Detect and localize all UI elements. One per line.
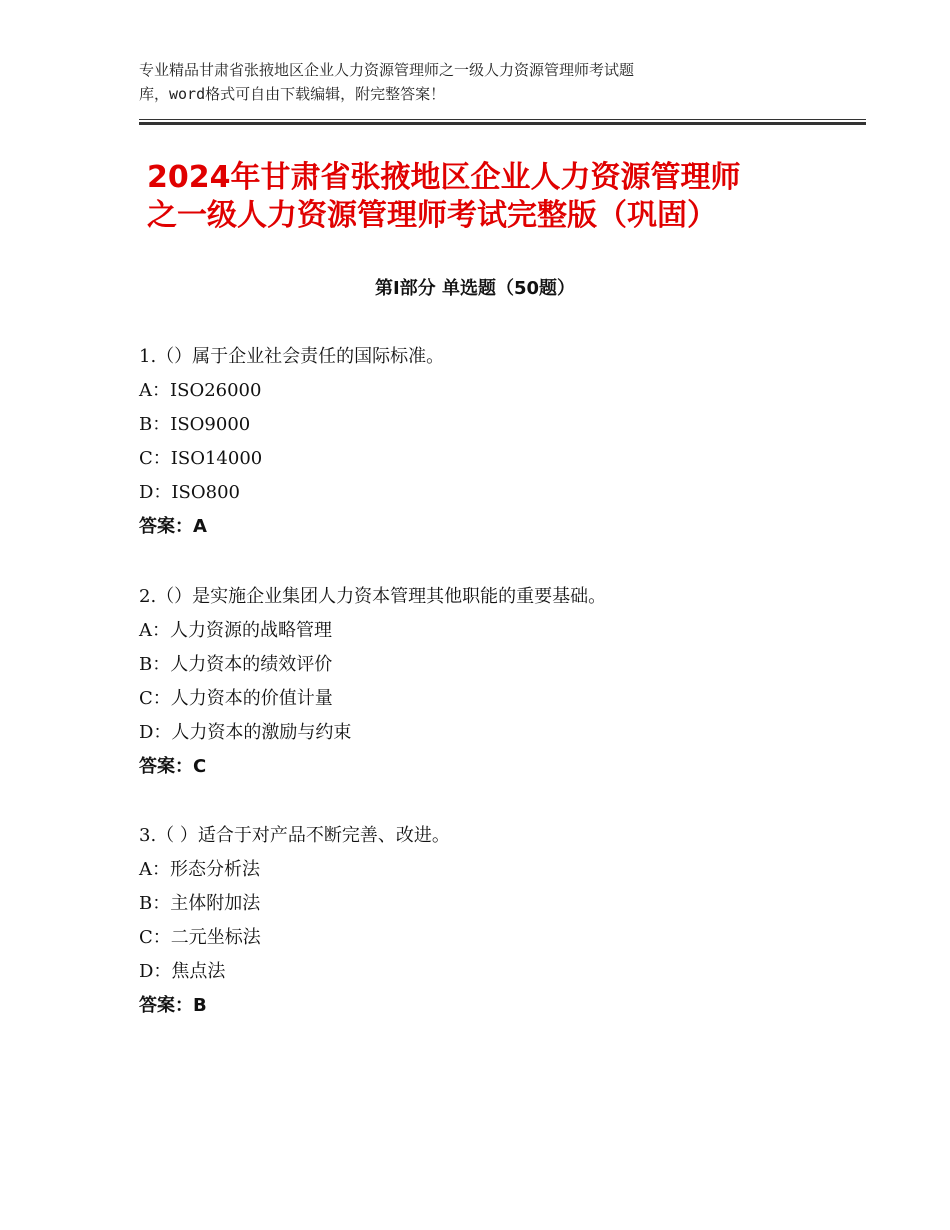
question-stem: 3.（ ）适合于对产品不断完善、改进。 [139,825,450,846]
header-note-line-2: 库，word格式可自由下载编辑，附完整答案！ [139,85,446,103]
header-divider-thin [139,119,866,120]
answer-label: 答案：A [139,516,207,537]
question-3 [139,819,839,1023]
section-heading: 第I部分 单选题（50题） [374,278,575,299]
document-title [147,159,847,235]
option-b: B：主体附加法 [139,893,261,914]
option-b: B：ISO9000 [139,414,251,435]
option-b: B：人力资本的绩效评价 [139,654,333,675]
question-stem: 2.（）是实施企业集团人力资本管理其他职能的重要基础。 [139,586,607,607]
question-2 [139,580,839,784]
option-d: D：ISO800 [139,482,240,503]
option-a: A：人力资源的战略管理 [139,620,332,641]
option-d: D：焦点法 [139,961,226,982]
option-d: D：人力资本的激励与约束 [139,722,352,743]
document-title-line-2: 之一级人力资源管理师考试完整版（巩固） [147,198,717,233]
answer-label: 答案：B [139,995,207,1016]
question-1 [139,340,839,544]
option-c: C：二元坐标法 [139,927,261,948]
document-title-line-1: 2024年甘肃省张掖地区企业人力资源管理师 [147,160,741,195]
answer-label: 答案：C [139,756,207,777]
header-divider-thick [139,122,866,125]
header-note-line-1: 专业精品甘肃省张掖地区企业人力资源管理师之一级人力资源管理师考试题 [139,61,635,79]
option-a: A：ISO26000 [139,380,262,401]
option-c: C：ISO14000 [139,448,263,469]
question-stem: 1.（）属于企业社会责任的国际标准。 [139,346,445,367]
option-a: A：形态分析法 [139,859,260,880]
option-c: C：人力资本的价值计量 [139,688,333,709]
header-note [139,58,789,106]
